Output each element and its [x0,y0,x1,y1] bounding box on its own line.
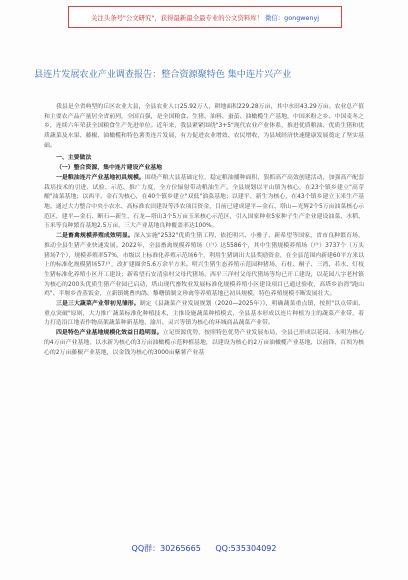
promo-banner[interactable] [68,6,342,28]
subsection-heading: （一）整合资源，集中连片建设产业基地 [56,165,163,172]
paragraph-lead: 四是特色产业基地规模化效益日趋明显。 [56,330,163,337]
paragraph-text: 制定《县蔬菜产业发展规划（2020—2025年）》，明确蔬菜重点镇，按照"以点带面、重点突破"原则，大力推广蔬菜标准化种植技术，主推设施蔬菜种植模式，全县基本形成以连片种植为主的蔬菜产业带，着力打造沿江地表作物高架蔬菜种新基地、渝川、灵兴等镇为核心的环城商品蔬菜产业带。 [44,301,364,327]
banner-wechat-id: 微信：gongwenyj [265,13,320,22]
page-title: 县连片发展农业产业调查报告：整合资源聚特色 集中连片兴产业 [34,69,292,80]
paragraph-lead: 三是三大蔬菜产业带初见雏形。 [56,301,140,308]
qq-text: QQ:535304092 [215,544,277,553]
qq-group-text: QQ群：30265665 [131,544,201,553]
section-heading: 一、主要做法 [56,154,92,161]
body-paragraph-3 [44,300,364,329]
contact-footer [0,543,408,554]
intro-paragraph: 我县是全省典型的丘区农业大县，全县农业人口25.92万人，耕地面积229.28万亩，其中水田43.29万亩。农业总产值和主要农产品产量居全省前列，全国百强，是全国粮食、生猪、油料、蚕茧、油橄榄生产基地，中国米粉之乡、中国麦冬之乡，连续六年荣获全国粮食生产先进单位。近年来，我县紧紧围绕"3+5"现代农业产业体系，推进优质粮油、优质生猪和优质蔬菜及水果、藤椒、油橄榄和特色薯类连片发展，有力促进农业增效、农民增收，为县域经济快速健康发展奠定了坚实基础。 [44,104,364,149]
paragraph-text: 围绕产粮大县基础定位，稳定粮油播种面积，狠抓高产高效创建活动，加强高产配套栽培技术的引进、试验、示范、推广力度，全方位辐射带动粮油生产。全县规划以平山镇为核心，在23个镇乡建立"高芽酿"油菜基地；以西平、金石为核心，在40个镇乡建立"双低"油菜基地；以建平、新生为核心，在43个镇乡建立玉米生产基地。通过大力整合中央小农水、高标准农田建设等涉农项目资金，目前已建成建平—金石、塔山—光辉2个5万亩油菜核心示范区，建平—金石、断石—新生、石龙—塔山3个5万亩玉米核心示范区，引入国家种业5家种子生产企业建设油菜、水稻、玉米等良种繁育基地2.5万亩，三大产业基地良种覆盖率达100%。 [44,174,365,230]
body-paragraph-1 [44,174,364,232]
paragraph-lead: 二是畜禽规模养殖成效明显。 [56,233,134,240]
paragraph-lead: 一是粮油连片产业基地初具规模。 [56,174,145,181]
body-paragraph-4 [44,329,364,358]
paragraph-text: 立足资源优势，按照特色优势产业发展布局，全县已形成以花园、永明为核心的4万亩产业基地，以水新为核心的3万亩油橄榄示范种植基地，以建设为核心的2万亩油橄榄产业基地，以前锋、百顷为核心的2万亩藤椒产业基地，以金钱为核心的3000亩紫薯产业基 [44,330,365,356]
paragraph-text: 深入实施"2532"优质生猪工程，依托明兴、小雅子、新希望等国家、省市良种繁育场，推动全县生猪产业快速发展。2022年，全县畜禽规模养殖场（户）达5586个，其中生猪规模养殖场（户）3737个（万头猪场7个），规模养殖率57%，市级以上标准化养殖示范场6个，利用生猪调出大县奖励资金，在全县范围内新建60平方米以上的标准化规模猪场57户，改扩建圈舍5.6万余平方米。明兴生猪生态养殖示范园种猪场、石柱、桐子、三湾、若水、灯枝生猪标准化养殖小区开工建设；新希望石安清泉村父母代猪场、西平三洋村父母代猪场等均已开工建设，以花园八字老村镇为核心的200头优质生猪产业园已启动，塔山现代畜牧业发展标准化规模养殖小区建设项目已通过验收，高塔乡治湾"跑山鸡"、半堰乡香蒸饭金，立新镇姚曹肉鸽、黎曙镇制文珍禽等养殖基地已初具规模，特色养殖规模不断发展壮大。 [44,233,364,298]
banner-promo-text: 关注头条号"公文研究"，获得最新最全最专业的公文资料库！ [90,13,264,22]
document-body [44,103,364,358]
body-paragraph-2 [44,232,364,300]
